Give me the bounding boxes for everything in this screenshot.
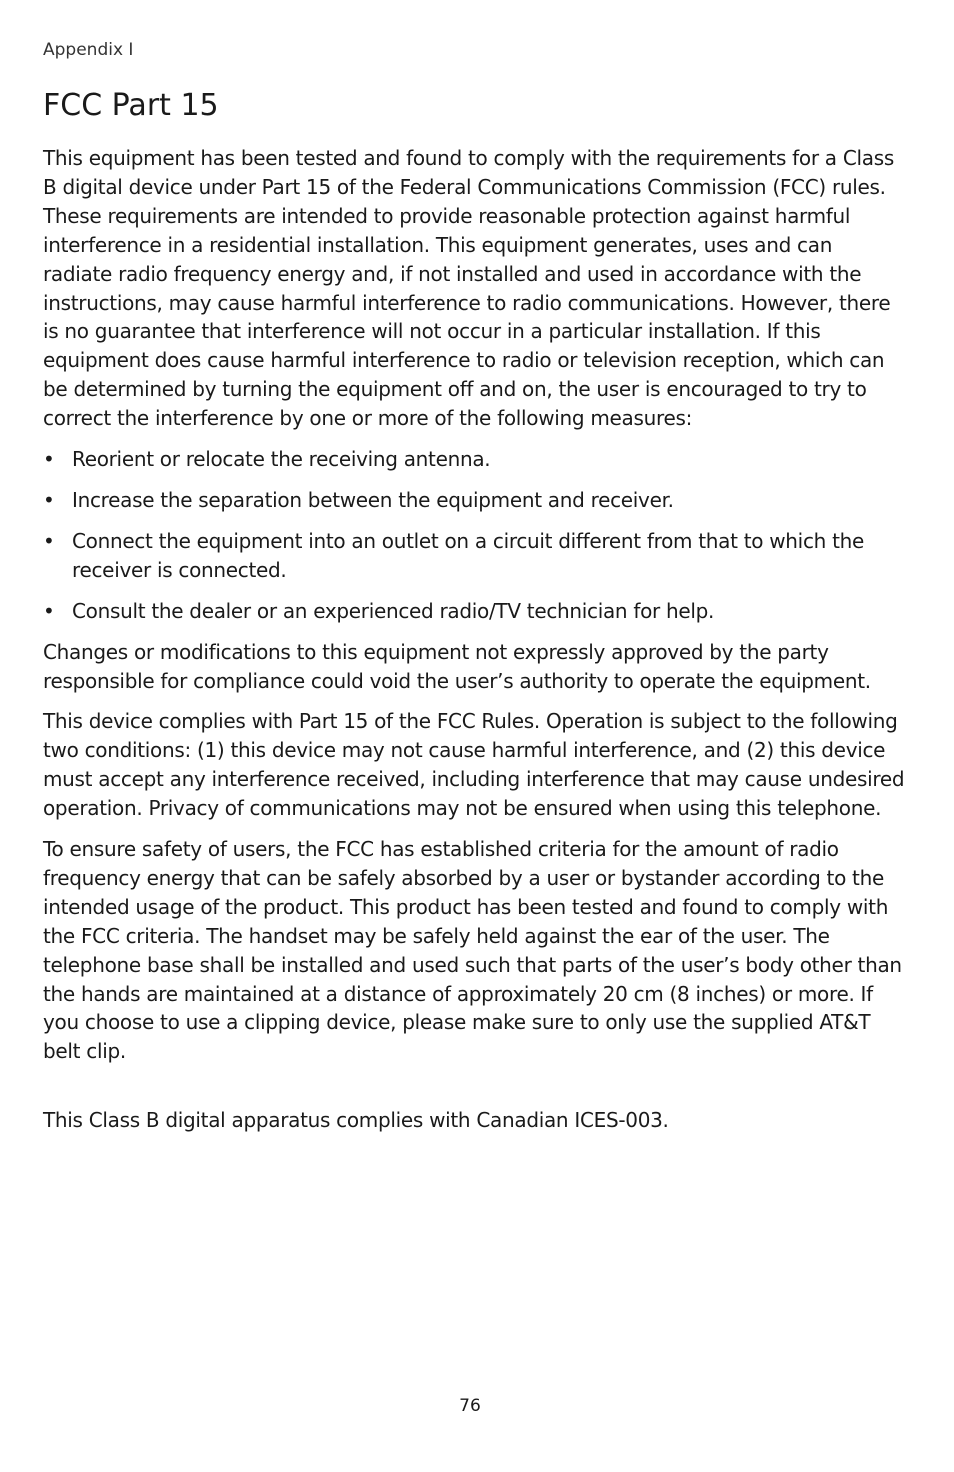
- list-item: [43, 486, 905, 515]
- list-item: [43, 445, 905, 474]
- paragraph-rf-safety: To ensure safety of users, the FCC has established criteria for the amount of radio frequency energy that can be safely absorbed by a user or bystander according to the intended usage of the product. This product has been tested and found to comply with the FCC criteria. The handset may be safely held against the ear of the user. The telephone base shall be installed and used such that parts of the user’s body other than the hands are maintained at a distance of approximately 20 cm (8 inches) or more. If you choose to use a clipping device, please make sure to only use the supplied AT&T belt clip.: [43, 837, 902, 1064]
- page-number: 76: [459, 1396, 481, 1416]
- paragraph-part15-conditions: This device complies with Part 15 of the FCC Rules. Operation is subject to the following two conditions: (1) this device may not cause harmful interference, and (2) this device must accept any interference received, including interference that may cause undesired operation. Privacy of communications may not be ensured when using this telephone.: [43, 709, 905, 821]
- measures-list: [43, 445, 905, 626]
- list-item: [43, 597, 905, 626]
- list-item-text: Consult the dealer or an experienced radio/TV technician for help.: [72, 598, 715, 623]
- bullet-glyph: •: [43, 447, 55, 472]
- paragraph-ices-003: This Class B digital apparatus complies with Canadian ICES-003.: [43, 1108, 669, 1133]
- list-item-text: Connect the equipment into an outlet on a circuit different from that to which the receiver is connected.: [72, 528, 864, 582]
- section-label: Appendix I: [43, 40, 134, 60]
- paragraph-fcc-compliance: This equipment has been tested and found to comply with the requirements for a Class B digital device under Part 15 of the Federal Communications Commission (FCC) rules. These requirements are intended to provide reasonable protection against harmful interference in a residential installation. This equipment generates, uses and can radiate radio frequency energy and, if not installed and used in accordance with the instructions, may cause harmful interference to radio communications. However, there is no guarantee that interference will not occur in a particular installation. If this equipment does cause harmful interference to radio or television reception, which can be determined by turning the equipment off and on, the user is encouraged to try to correct the interference by one or more of the following measures:: [43, 146, 894, 431]
- list-item-text: Reorient or relocate the receiving antenna.: [72, 447, 491, 472]
- bullet-glyph: •: [43, 528, 55, 553]
- list-item-text: Increase the separation between the equipment and receiver.: [72, 487, 674, 512]
- page-title: FCC Part 15: [43, 88, 219, 123]
- document-body: [43, 144, 905, 1147]
- paragraph-modifications: Changes or modifications to this equipment not expressly approved by the party responsible for compliance could void the user’s authority to operate the equipment.: [43, 639, 871, 693]
- list-item: [43, 527, 905, 585]
- bullet-glyph: •: [43, 598, 55, 623]
- bullet-glyph: •: [43, 487, 55, 512]
